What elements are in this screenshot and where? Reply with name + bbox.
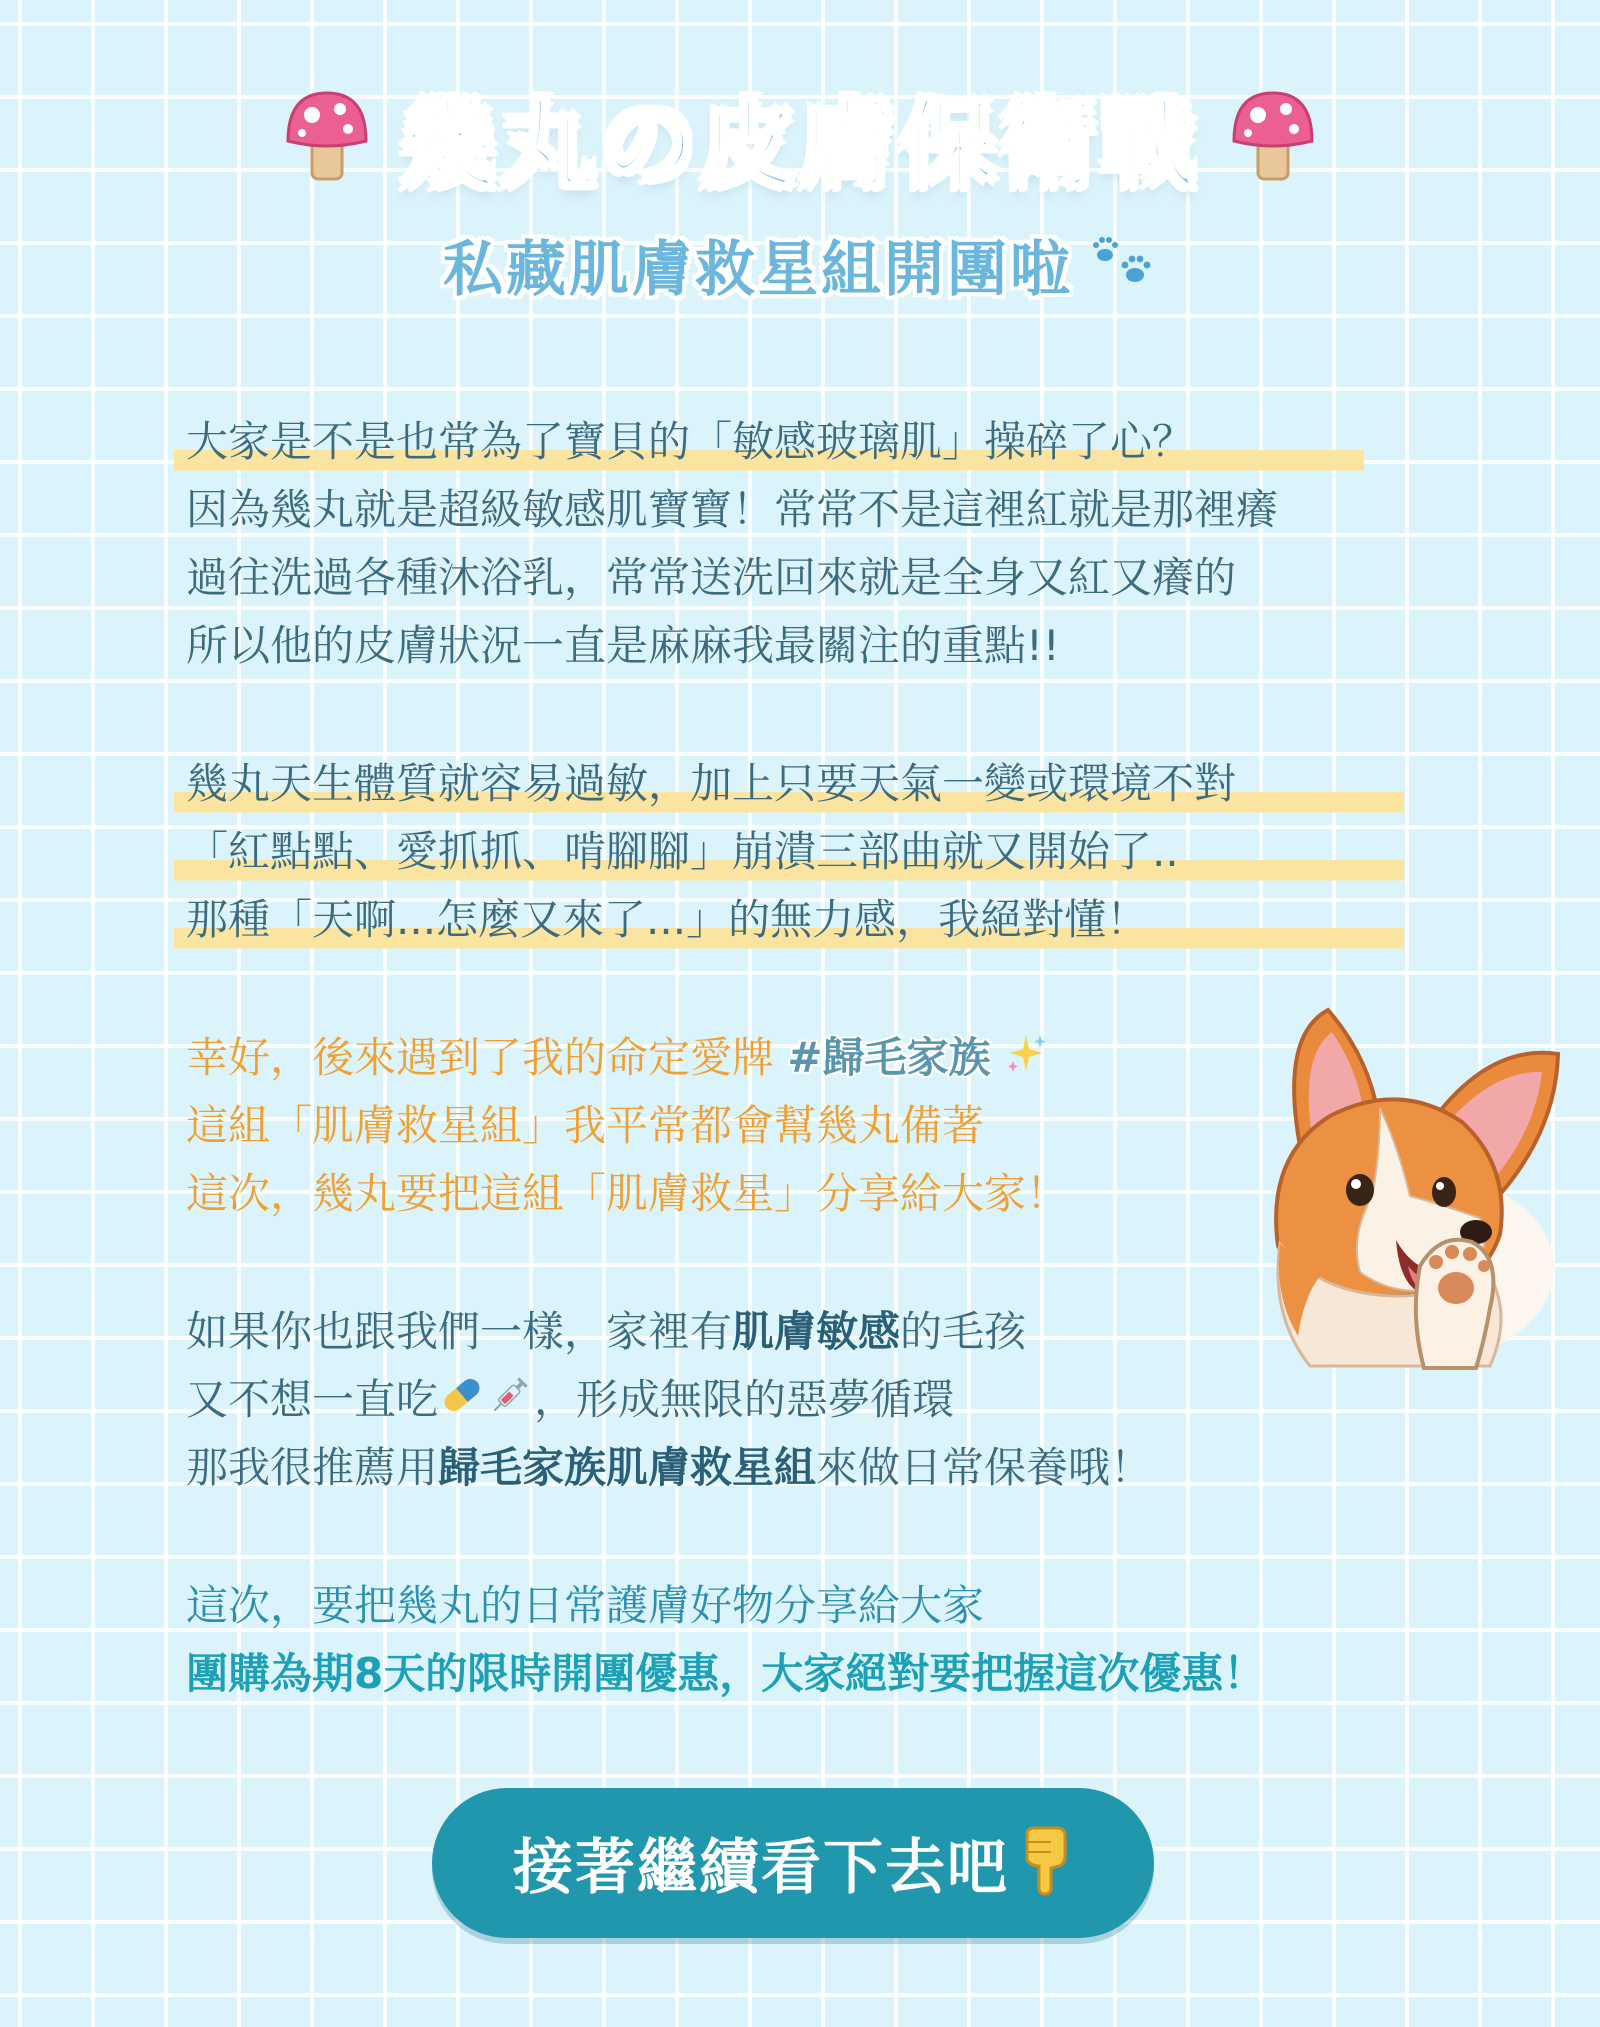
text-segment: 那我很推薦用 xyxy=(186,1443,439,1492)
pill-icon xyxy=(438,1369,486,1437)
text-line xyxy=(186,1434,1476,1502)
text-line: 大家是不是也常為了寶貝的「敏感玻璃肌」操碎了心？ xyxy=(174,408,1364,476)
paragraph-intro xyxy=(186,408,1476,680)
text-line: 這次，幾丸要把這組「肌膚救星」分享給大家！ xyxy=(186,1169,1069,1218)
bold-segment: 歸毛家族肌膚救星組 xyxy=(438,1443,817,1492)
syringe-icon xyxy=(486,1369,534,1437)
text-line xyxy=(186,1366,1476,1434)
text-line: 那種「天啊...怎麼又來了...」的無力感，我絕對懂！ xyxy=(174,886,1404,954)
text-segment: 又不想一直吃 xyxy=(186,1375,439,1424)
text-line: 過往洗過各種沐浴乳，常常送洗回來就是全身又紅又癢的 xyxy=(186,553,1237,602)
title-row xyxy=(0,72,1600,202)
mushroom-icon xyxy=(1228,85,1318,189)
continue-reading-label: 接著繼續看下去吧 xyxy=(513,1833,1009,1903)
promo-line: 團購為期8天的限時開團優惠，大家絕對要把握這次優惠！ xyxy=(186,1649,1266,1698)
text-line: 所以他的皮膚狀況一直是麻麻我最關注的重點!! xyxy=(186,621,1060,670)
page-subtitle: 私藏肌膚救星組開團啦 xyxy=(443,235,1073,305)
page-title: 幾丸の皮膚保衛戰 xyxy=(400,88,1200,201)
paw-prints-icon xyxy=(1087,233,1157,297)
pointing-down-hand-icon xyxy=(1017,1826,1073,1900)
text-line: 因為幾丸就是超級敏感肌寶寶！常常不是這裡紅就是那裡癢 xyxy=(186,485,1279,534)
mushroom-icon xyxy=(282,85,372,189)
bold-segment: 肌膚敏感 xyxy=(732,1307,901,1356)
brand-hashtag: #歸毛家族 xyxy=(787,1033,991,1082)
text-line: 幾丸天生體質就容易過敏，加上只要天氣一變或環境不對 xyxy=(174,750,1404,818)
text-segment: 如果你也跟我們一樣，家裡有 xyxy=(186,1307,733,1356)
text-line: 這組「肌膚救星組」我平常都會幫幾丸備著 xyxy=(186,1101,985,1150)
text-line: 「紅點點、愛抓抓、啃腳腳」崩潰三部曲就又開始了.. xyxy=(174,818,1404,886)
sparkles-icon xyxy=(1004,1027,1048,1095)
text-segment: 幸好，後來遇到了我的命定愛牌 xyxy=(186,1033,788,1082)
text-segment: 來做日常保養哦！ xyxy=(816,1443,1153,1492)
text-line: 這次，要把幾丸的日常護膚好物分享給大家 xyxy=(186,1581,985,1630)
paragraph-groupbuy xyxy=(186,1572,1476,1708)
corgi-illustration xyxy=(1240,996,1570,1372)
text-segment: ，形成無限的惡夢循環 xyxy=(534,1375,955,1424)
continue-reading-button[interactable] xyxy=(432,1788,1154,1938)
text-segment: 的毛孩 xyxy=(900,1307,1027,1356)
paragraph-allergy xyxy=(186,750,1476,954)
subtitle-row xyxy=(0,220,1600,310)
